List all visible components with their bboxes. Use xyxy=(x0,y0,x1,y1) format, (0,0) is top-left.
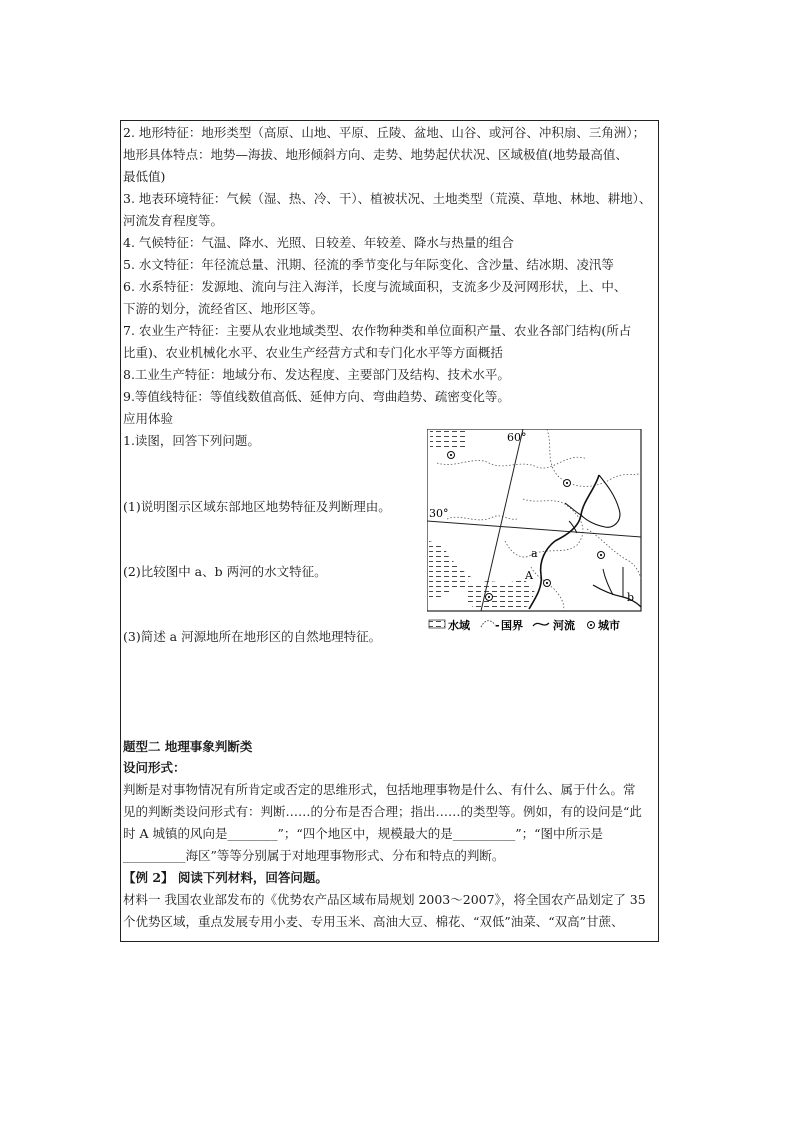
text-line: 下游的划分，流经省区、地形区等。 xyxy=(123,301,324,316)
question: (3)简述 a 河源地所在地形区的自然地理特征。 xyxy=(123,629,382,644)
text-line: 最低值) xyxy=(123,169,166,184)
text-line: 时 A 城镇的风向是________”；“四个地区中，规模最大的是__________”；“图中所示是 xyxy=(123,826,604,841)
river-a-label: a xyxy=(531,547,538,560)
text-line: 3. 地表环境特征：气候（湿、热、冷、干）、植被状况、土地类型（荒漠、草地、林地、耕地）、 xyxy=(123,191,652,206)
water-legend-icon xyxy=(429,620,445,628)
text-line: 8.工业生产特征：地域分布、发达程度、主要部门及结构、技术水平。 xyxy=(123,367,510,382)
text-line: 7. 农业生产特征：主要从农业地域类型、农作物种类和单位面积产量、农业各部门结构(所占 xyxy=(123,323,632,338)
legend-river: 河流 xyxy=(553,619,575,632)
example-heading: 【例 2】 阅读下列材料，回答问题。 xyxy=(123,870,328,885)
city-icon xyxy=(448,452,455,459)
text-line: 5. 水文特征：年径流总量、汛期、径流的季节变化与年际变化、含沙量、结冰期、凌汛等 xyxy=(123,257,614,272)
water-body xyxy=(430,431,467,447)
legend-city: 城市 xyxy=(598,619,620,632)
question: (1)说明图示区域东部地区地势特征及判断理由。 xyxy=(123,499,391,514)
text-line: 比重)、农业机械化水平、农业生产经营方式和专门化水平等方面概括 xyxy=(123,345,503,360)
document-frame xyxy=(120,120,659,942)
legend-border: 国界 xyxy=(501,619,523,632)
city-icon xyxy=(544,580,551,587)
legend-water: 水域 xyxy=(448,619,470,632)
text-line: 判断是对事物情况有所肯定或否定的思维形式，包括地理事物是什么、有什么、属于什么。常 xyxy=(123,782,636,797)
text-line: 个优势区域，重点发展专用小麦、专用玉米、高油大豆、棉花、“双低”油菜、“双高”甘蔗、 xyxy=(123,914,624,929)
text-line: __________海区”等等分别属于对地理事物形式、分布和特点的判断。 xyxy=(123,848,505,863)
river-legend-icon xyxy=(533,623,549,626)
text-line: 6. 水系特征：发源地、流向与注入海洋，长度与流域面积，支流多少及河网形状，上、中、 xyxy=(123,279,627,294)
question: 1.读图，回答下列问题。 xyxy=(123,433,260,448)
question: (2)比较图中 a、b 两河的水文特征。 xyxy=(123,564,327,579)
text-line: 见的判断类设问形式有：判断……的分布是否合理；指出……的类型等。例如，有的设问是“此 xyxy=(123,804,642,819)
city-icon xyxy=(598,552,605,559)
city-icon xyxy=(564,480,571,487)
text-line: 9.等值线特征：等值线数值高低、延伸方向、弯曲趋势、疏密变化等。 xyxy=(123,389,510,404)
river-b-label: b xyxy=(627,591,635,604)
lat-label-30: 30° xyxy=(429,507,449,520)
text-line: 2. 地形特征：地形类型（高原、山地、平原、丘陵、盆地、山谷、或河谷、冲积扇、三角洲）； xyxy=(123,125,646,140)
text-line: 河流发育程度等。 xyxy=(123,213,224,228)
city-icon xyxy=(486,594,493,601)
section-title: 题型二 地理事象判断类 xyxy=(123,739,253,754)
lat-label-60: 60° xyxy=(507,431,527,444)
text-line: 地形具体特点：地势—海拔、地形倾斜方向、走势、地势起伏状况、区域极值(地势最高值、 xyxy=(123,147,628,162)
border-legend-icon xyxy=(481,621,495,627)
section-heading: 设问形式： xyxy=(123,760,186,775)
map-figure xyxy=(427,429,657,635)
text-line: 材料一 我国农业部发布的《优势农产品区域布局规划 2003～2007》，将全国农产品划定了 35 xyxy=(123,892,646,907)
legend-border-prefix: - xyxy=(495,619,500,632)
map-legend xyxy=(429,618,620,632)
map-area xyxy=(427,429,641,611)
text-line: 4. 气候特征：气温、降水、光照、日较差、年较差、降水与热量的组合 xyxy=(123,235,514,250)
section-heading: 应用体验 xyxy=(123,411,174,426)
city-A-label: A xyxy=(525,569,533,582)
city-legend-icon xyxy=(588,622,595,629)
